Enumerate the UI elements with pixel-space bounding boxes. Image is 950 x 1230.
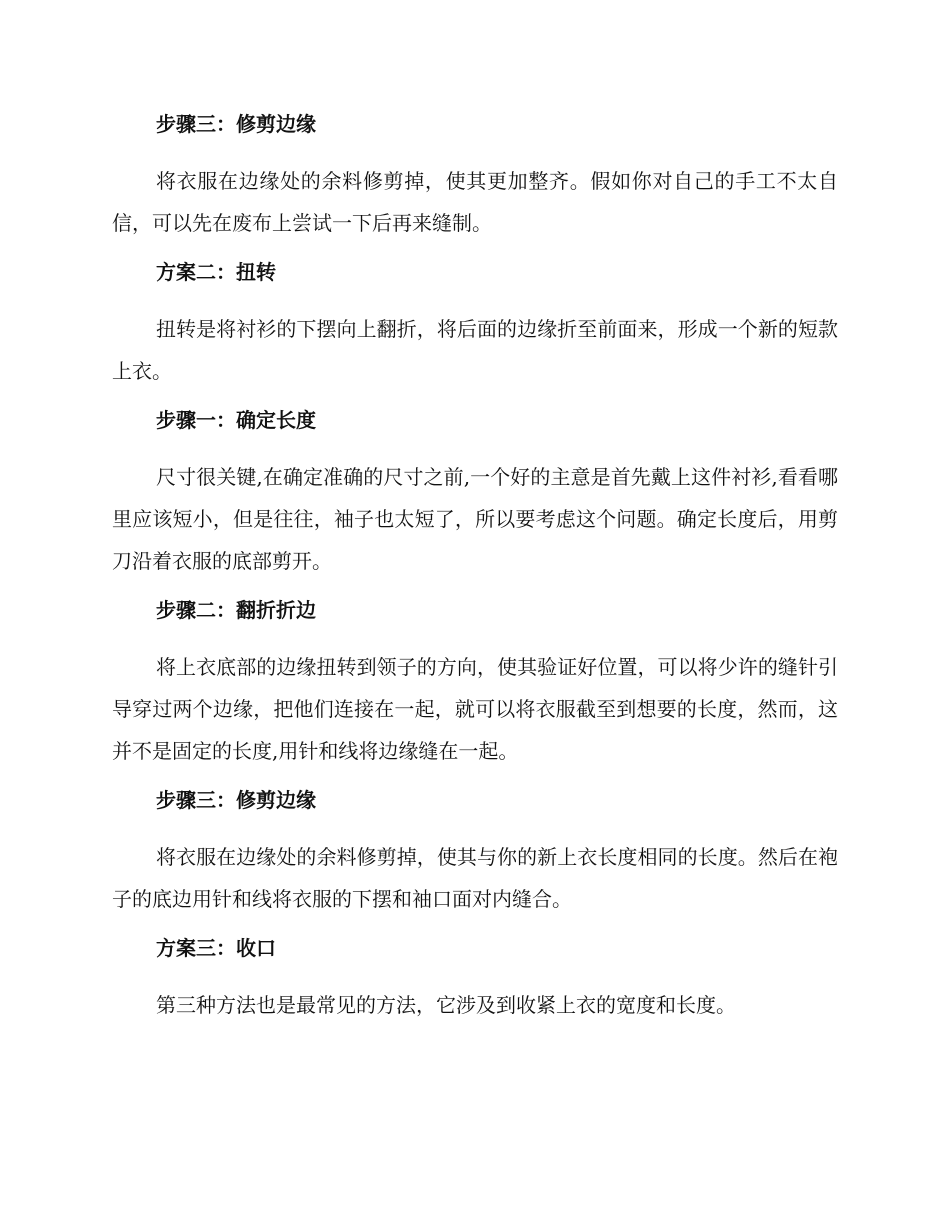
section-heading: 步骤二：翻折折边: [156, 598, 316, 622]
section-paragraph: 将上衣底部的边缘扭转到领子的方向，使其验证好位置，可以将少许的缝针引导穿过两个边缘，把他们连接在一起，就可以将衣服截至到想要的长度，然而，这并不是固定的长度,用针和线将边缘缝在一起。: [112, 655, 838, 763]
section-paragraph: 第三种方法也是最常见的方法，它涉及到收紧上衣的宽度和长度。: [156, 993, 736, 1017]
section-heading: 方案二：扭转: [156, 260, 276, 284]
section-heading: 步骤三：修剪边缘: [156, 788, 316, 812]
section-paragraph: 将衣服在边缘处的余料修剪掉，使其与你的新上衣长度相同的长度。然后在袍子的底边用针和线将衣服的下摆和袖口面对内缝合。: [112, 845, 838, 911]
section-heading: 方案三：收口: [156, 936, 276, 960]
section-heading: 步骤三：修剪边缘: [156, 112, 316, 136]
section-paragraph: 将衣服在边缘处的余料修剪掉，使其更加整齐。假如你对自己的手工不太自信，可以先在废布上尝试一下后再来缝制。: [112, 169, 838, 235]
section-heading: 步骤一：确定长度: [156, 408, 316, 432]
section-paragraph: 扭转是将衬衫的下摆向上翻折，将后面的边缘折至前面来，形成一个新的短款上衣。: [112, 317, 838, 383]
section-paragraph: 尺寸很关键,在确定准确的尺寸之前,一个好的主意是首先戴上这件衬衫,看看哪里应该短小，但是往往，袖子也太短了，所以要考虑这个问题。确定长度后，用剪刀沿着衣服的底部剪开。: [112, 465, 838, 573]
